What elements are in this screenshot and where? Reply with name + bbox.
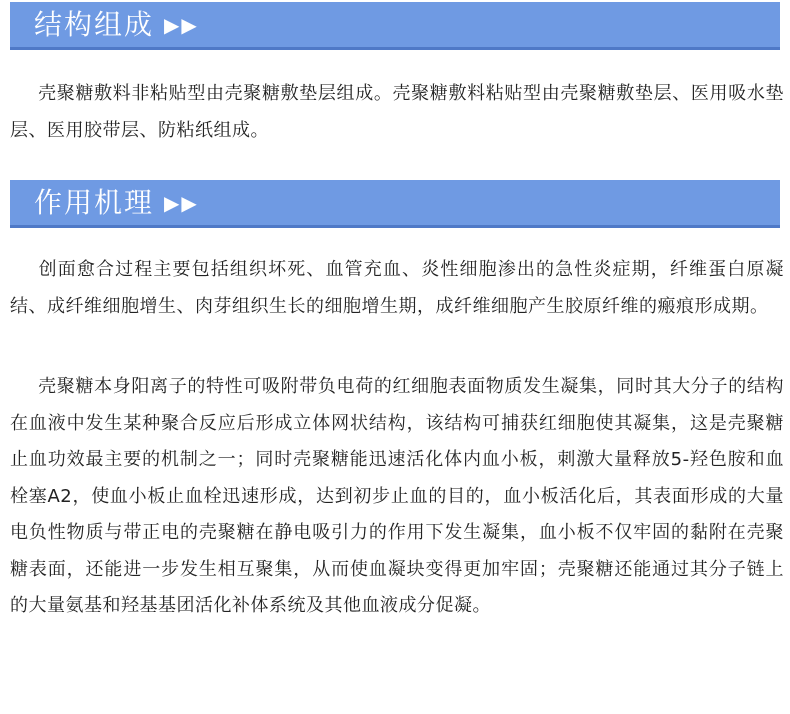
double-arrow-icon: ▶▶ [164,190,199,215]
mechanism-paragraph-1 [10,252,784,325]
double-arrow-icon: ▶▶ [164,12,199,37]
section-header-structure [10,2,780,50]
paragraph-text: 壳聚糖敷料非粘贴型由壳聚糖敷垫层组成。壳聚糖敷料粘贴型由壳聚糖敷垫层、医用吸水垫层、医用胶带层、防粘纸组成。 [10,83,784,141]
paragraph-text: 创面愈合过程主要包括组织坏死、血管充血、炎性细胞渗出的急性炎症期，纤维蛋白原凝结、成纤维细胞增生、肉芽组织生长的细胞增生期，成纤维细胞产生胶原纤维的瘢痕形成期。 [10,259,784,317]
section-title: 作用机理 [34,185,155,219]
mechanism-paragraph-2 [10,369,784,625]
paragraph-text: 壳聚糖本身阳离子的特性可吸附带负电荷的红细胞表面物质发生凝集，同时其大分子的结构在血液中发生某种聚合反应后形成立体网状结构，该结构可捕获红细胞使其凝集，这是壳聚糖止血功效最主要的机制之一；同时壳聚糖能迅速活化体内血小板，刺激大量释放5-羟色胺和血栓塞A2，使血小板止血栓迅速形成，达到初步止血的目的，血小板活化后，其表面形成的大量电负性物质与带正电的壳聚糖在静电吸引力的作用下发生凝集，血小板不仅牢固的黏附在壳聚糖表面，还能进一步发生相互聚集，从而使血凝块变得更加牢固；壳聚糖还能通过其分子链上的大量氨基和羟基基团活化补体系统及其他血液成分促凝。 [10,376,784,616]
section-header-mechanism [10,180,780,228]
structure-paragraph [10,76,784,149]
section-title: 结构组成 [34,7,155,41]
